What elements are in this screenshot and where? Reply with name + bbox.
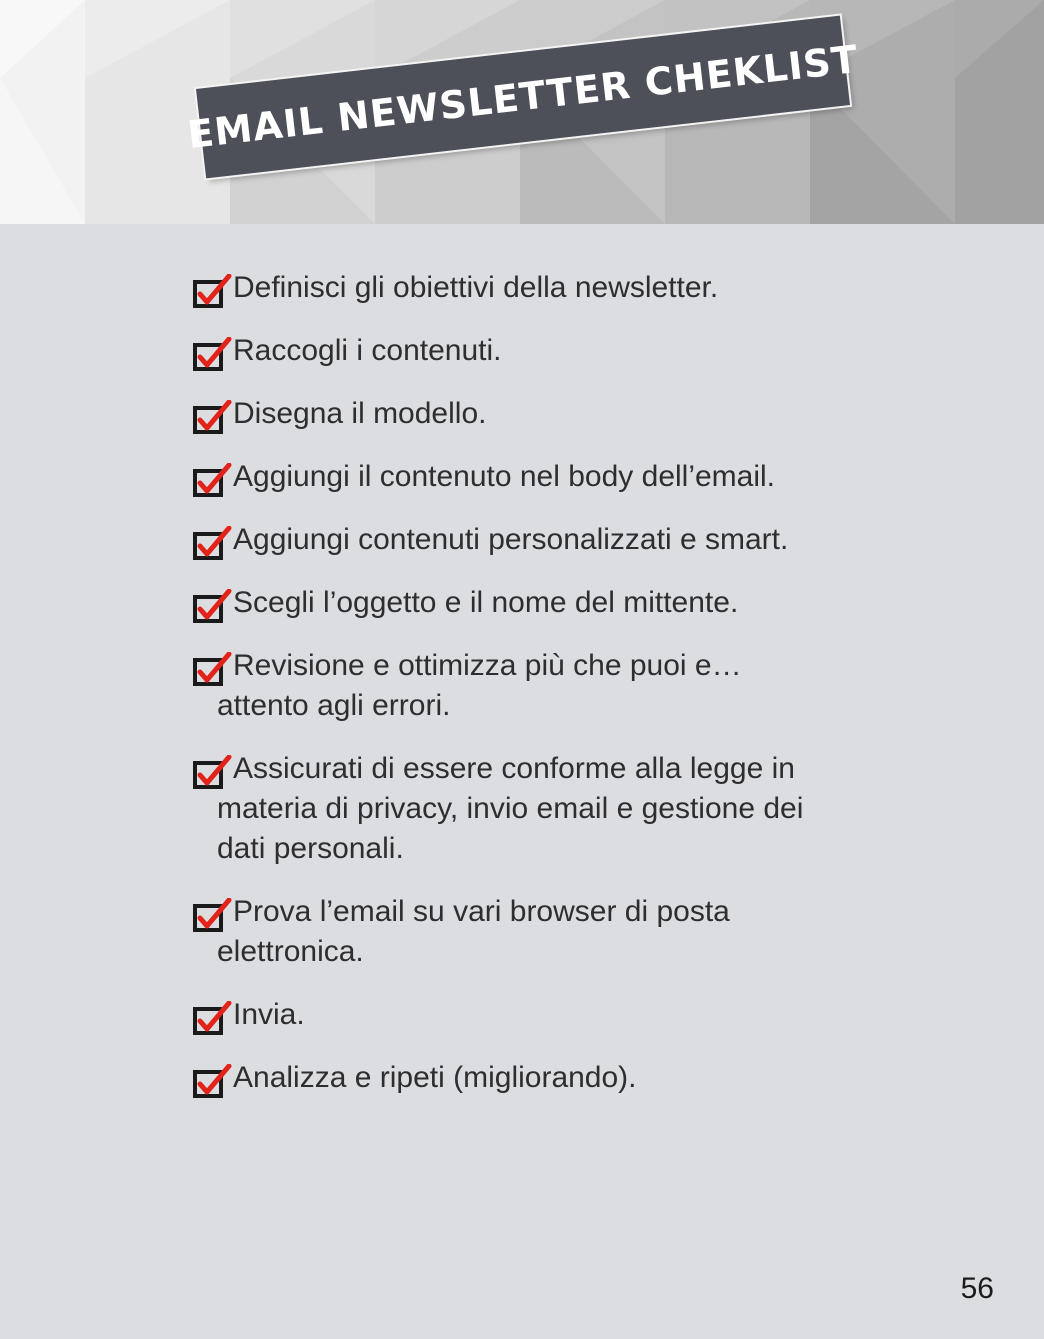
checklist-item-text: Analizza e ripeti (migliorando).	[233, 1061, 637, 1094]
checklist-item	[193, 394, 813, 434]
checklist-item-text: Disegna il modello.	[233, 397, 487, 430]
checklist	[193, 268, 813, 1121]
checklist-item-text: Invia.	[233, 998, 305, 1031]
checklist-item	[193, 995, 813, 1035]
checkbox-checked-icon	[193, 755, 233, 791]
header-background	[0, 0, 1044, 224]
checklist-item	[193, 457, 813, 497]
checklist-item-text: Scegli l’oggetto e il nome del mittente.	[233, 586, 739, 619]
checklist-item-text: Prova l’email su vari browser di posta elettronica.	[217, 895, 730, 968]
checkbox-checked-icon	[193, 274, 233, 310]
checklist-item-text: Assicurati di essere conforme alla legge in materia di privacy, invio email e gestione dei dati personali.	[217, 752, 804, 865]
checklist-item	[193, 892, 813, 972]
checklist-item	[193, 583, 813, 623]
checklist-item-text: Revisione e ottimizza più che puoi e… attento agli errori.	[217, 649, 742, 722]
checkbox-checked-icon	[193, 898, 233, 934]
checkbox-checked-icon	[193, 1064, 233, 1100]
checklist-item	[193, 331, 813, 371]
checkbox-checked-icon	[193, 652, 233, 688]
page-title: EMAIL NEWSLETTER CHEKLIST	[185, 36, 861, 158]
checkbox-checked-icon	[193, 400, 233, 436]
checklist-item	[193, 646, 813, 726]
page-number: 56	[960, 1272, 994, 1305]
checkbox-checked-icon	[193, 589, 233, 625]
checklist-item-text: Aggiungi il contenuto nel body dell’email.	[233, 460, 776, 493]
checkbox-checked-icon	[193, 337, 233, 373]
checklist-item-text: Raccogli i contenuti.	[233, 334, 502, 367]
checkbox-checked-icon	[193, 1001, 233, 1037]
checklist-item	[193, 749, 813, 869]
checklist-item	[193, 268, 813, 308]
checklist-item	[193, 1058, 813, 1098]
checklist-item-text: Aggiungi contenuti personalizzati e smart.	[233, 523, 789, 556]
checklist-item-text: Definisci gli obiettivi della newsletter.	[233, 271, 719, 304]
checkbox-checked-icon	[193, 526, 233, 562]
checkbox-checked-icon	[193, 463, 233, 499]
checklist-item	[193, 520, 813, 560]
